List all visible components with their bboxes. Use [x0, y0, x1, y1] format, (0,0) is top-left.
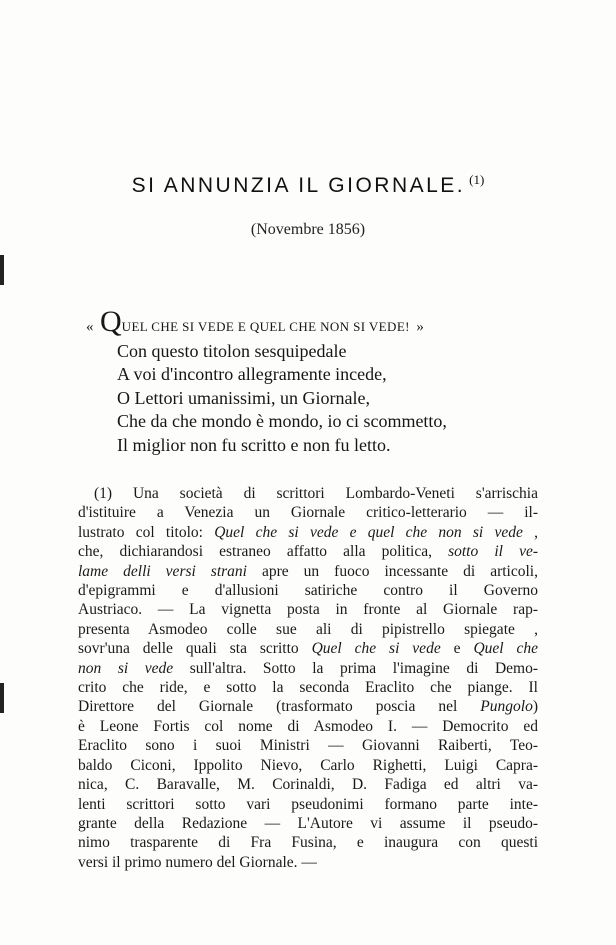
footnote-reference[interactable]: (1): [469, 172, 485, 187]
footnote-line: non si vede sull'altra. Sotto la prima l'imagine di Demo-: [78, 659, 538, 677]
footnote-italic-text: lame delli versi strani: [78, 562, 247, 580]
footnote-line: crito che ride, e sotto la seconda Eraclito che piange. Il: [78, 679, 538, 697]
poem-stanza: [86, 305, 537, 457]
scan-edge-mark: [0, 683, 4, 713]
footnote-line: baldo Ciconi, Ippolito Nievo, Carlo Righetti, Luigi Capra-: [78, 756, 538, 774]
open-quote: «: [86, 319, 94, 335]
poem-line: Con questo titolon sesquipedale: [117, 340, 347, 361]
footnote-line: Direttore del Giornale (trasformato poscia nel Pungolo): [78, 698, 538, 716]
footnote-line: lame delli versi strani apre un fuoco incessante di articoli,: [78, 562, 538, 580]
footnote-line: è Leone Fortis col nome di Asmodeo I. — Democrito ed: [78, 717, 538, 735]
drop-cap: Q: [100, 305, 122, 338]
scan-edge-mark: [0, 255, 4, 285]
footnote-line: (1) Una società di scrittori Lombardo-Veneti s'arrischia: [94, 485, 538, 502]
page-title: SI ANNUNZIA IL GIORNALE. $^{(1)}$: [131, 172, 485, 197]
footnote-line: versi il primo numero del Giornale. —: [78, 853, 317, 871]
footnote-line: lustrato col titolo: Quel che si vede e quel che non si vede ,: [78, 523, 539, 541]
footnote-italic-text: Quel che si vede e quel che non si vede: [214, 523, 523, 541]
small-caps-text: UEL CHE SI VEDE E QUEL CHE NON SI VEDE!: [121, 319, 410, 334]
poem-line: Il miglior non fu scritto e non fu letto.: [117, 434, 391, 455]
close-quote: »: [416, 319, 424, 335]
footnote-line: nimo trasparente di Fra Fusina, e inaugura con questi: [78, 834, 538, 852]
poem-first-line: [86, 305, 537, 340]
footnote-line: che, dichiarandosi estraneo affatto alla politica, sotto il ve-: [78, 543, 538, 561]
footnote-italic-text: non si vede: [78, 659, 174, 677]
footnote-line: lenti scrittori sotto vari pseudonimi formano parte inte-: [78, 795, 538, 813]
footnote-line: grante della Redazione — L'Autore vi assume il pseudo-: [78, 814, 538, 832]
footnote-line: Eraclito sono i suoi Ministri — Giovanni Raiberti, Teo-: [78, 737, 538, 755]
footnote-line: Austriaco. — La vignetta posta in fronte al Giornale rap-: [78, 601, 538, 619]
footnote-line: sovr'una delle quali sta scritto Quel che si vede e Quel che: [78, 640, 538, 658]
footnote-line: presenta Asmodeo colle sue ali di pipistrello spiegate ,: [78, 620, 538, 638]
footnote-italic-text: Quel che si vede: [311, 640, 441, 658]
footnote-line: nica, C. Baravalle, M. Corinaldi, D. Fadiga ed altri va-: [78, 776, 538, 794]
footnote-line: d'istituire a Venezia un Giornale critico-letterario — il-: [78, 504, 538, 522]
poem-line: O Lettori umanissimi, un Giornale,: [117, 387, 370, 408]
poem-line: Che da che mondo è mondo, io ci scommetto,: [117, 411, 447, 431]
page-subtitle: (Novembre 1856): [250, 221, 366, 238]
footnote-line: d'epigrammi e d'allusioni satiriche contro il Governo: [78, 582, 538, 600]
footnote-italic-text: sotto il ve-: [448, 543, 538, 561]
footnote-italic-text: Pungolo: [480, 698, 533, 716]
poem-line: A voi d'incontro allegramente incede,: [117, 364, 387, 384]
footnote: [78, 484, 538, 872]
footnote-italic-text: Quel che: [473, 640, 538, 658]
